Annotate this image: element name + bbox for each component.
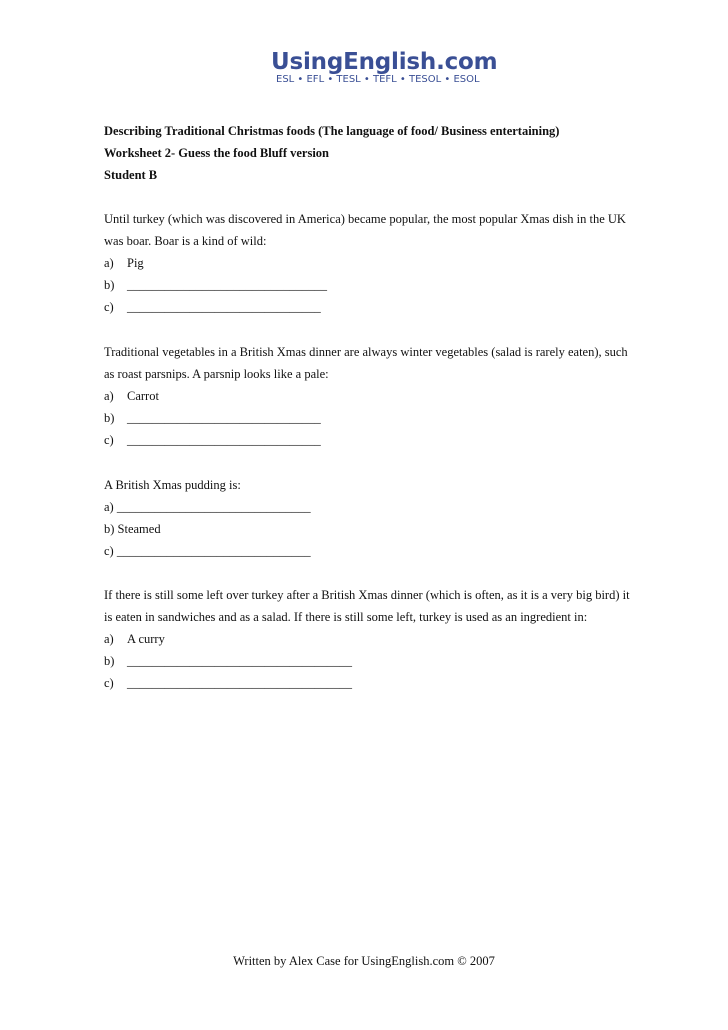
- question-1-line-1: Until turkey (which was discovered in America) became popular, the most popular Xmas dish in the UK: [104, 212, 626, 226]
- question-4-line-1: If there is still some left over turkey after a British Xmas dinner (which is often, as it is a very big bird) it: [104, 588, 630, 602]
- question-4-option-c: [104, 672, 644, 694]
- logo-subtitle: ESL • EFL • TESL • TEFL • TESOL • ESOL: [276, 74, 480, 85]
- option-letter: a): [104, 632, 114, 646]
- question-1: [104, 208, 644, 318]
- question-4: [104, 584, 644, 694]
- question-1-option-a: [104, 252, 644, 274]
- option-letter: c): [104, 300, 114, 314]
- question-3: [104, 474, 644, 562]
- option-text: Pig: [127, 256, 144, 270]
- option-text: Carrot: [127, 389, 159, 403]
- worksheet-header: [104, 120, 644, 186]
- question-4-option-a: [104, 628, 644, 650]
- option-letter: b): [104, 278, 115, 292]
- question-3-option-c: c) _______________________________: [104, 544, 311, 558]
- question-3-option-b: b) Steamed: [104, 522, 161, 536]
- question-2: [104, 341, 644, 451]
- option-text: A curry: [127, 632, 165, 646]
- question-1-option-b: [104, 274, 644, 296]
- question-2-option-b: [104, 407, 644, 429]
- option-blank: _______________________________: [127, 433, 321, 447]
- option-blank: ________________________________: [127, 278, 327, 292]
- option-letter: a): [104, 389, 114, 403]
- question-2-option-c: [104, 429, 644, 451]
- usingenglish-logo: [271, 49, 498, 90]
- question-3-line-1: A British Xmas pudding is:: [104, 478, 241, 492]
- question-2-option-a: [104, 385, 644, 407]
- question-3-option-a: a) _______________________________: [104, 500, 311, 514]
- option-blank: _______________________________: [127, 411, 321, 425]
- page-footer: Written by Alex Case for UsingEnglish.com © 2007: [233, 954, 495, 968]
- option-blank: _______________________________: [127, 300, 321, 314]
- option-letter: a): [104, 256, 114, 270]
- question-2-line-2: as roast parsnips. A parsnip looks like a pale:: [104, 367, 329, 381]
- logo-title: UsingEnglish.com: [271, 49, 498, 75]
- worksheet-subtitle: Worksheet 2- Guess the food Bluff version: [104, 146, 329, 160]
- option-letter: b): [104, 654, 115, 668]
- worksheet-title: Describing Traditional Christmas foods (The language of food/ Business entertaining): [104, 124, 560, 138]
- option-letter: c): [104, 433, 114, 447]
- question-4-line-2: is eaten in sandwiches and as a salad. If there is still some left, turkey is used as an ingredient in:: [104, 610, 588, 624]
- option-blank: ____________________________________: [127, 654, 352, 668]
- question-2-line-1: Traditional vegetables in a British Xmas dinner are always winter vegetables (salad is rarely eaten), such: [104, 345, 628, 359]
- question-4-option-b: [104, 650, 644, 672]
- option-letter: c): [104, 676, 114, 690]
- question-1-option-c: [104, 296, 644, 318]
- question-1-line-2: was boar. Boar is a kind of wild:: [104, 234, 267, 248]
- student-label: Student B: [104, 168, 158, 182]
- option-letter: b): [104, 411, 115, 425]
- option-blank: ____________________________________: [127, 676, 352, 690]
